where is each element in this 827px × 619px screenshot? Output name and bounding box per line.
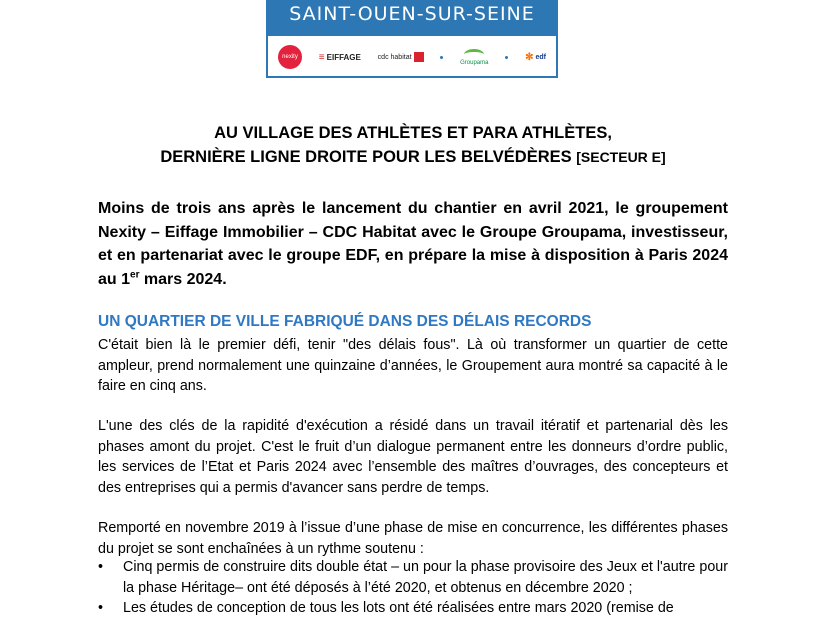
bullet-icon: • (98, 559, 104, 575)
paragraph-1: C'était bien là le premier défi, tenir "des délais fous". Là où transformer un quartier de cette ampleur, prend normalement une quinzaine d’années, le Groupement aura montré sa capacité à le faire en cinq ans. (98, 337, 728, 394)
groupama-logo: Groupama (460, 49, 488, 66)
eiffage-logo: ≡ EIFFAGE (318, 51, 361, 63)
eiffage-mark-icon: ≡ (318, 51, 325, 63)
nexity-logo: nexity (278, 45, 302, 69)
edf-star-icon: ✻ (525, 51, 534, 63)
banner-title-bar (268, 0, 556, 36)
paragraph-2: L'une des clés de la rapidité d'exécution a résidé dans un travail itératif et partenarial dès les phases amont du projet. C'est le fruit d’un dialogue permanent entre les donneurs d’ordre public, les services de l’Etat et Paris 2024 avec l’ensemble des maîtres d’ouvrages, des concepteurs et des entreprises qui a permis d'avancer sans perdre de temps. (98, 418, 728, 496)
partner-logos (268, 38, 556, 76)
section-heading: UN QUARTIER DE VILLE FABRIQUÉ DANS DES DÉLAIS RECORDS (98, 313, 592, 330)
document-title (98, 121, 728, 169)
title-line-2: DERNIÈRE LIGNE DROITE POUR LES BELVÉDÈRES [SECTEUR E] (160, 148, 666, 166)
intro-paragraph: Moins de trois ans après le lancement du chantier en avril 2021, le groupement Nexity – Eiffage Immobilier – CDC Habitat avec le Groupe Groupama, investisseur, et en partenariat avec le groupe EDF, en prépare la mise à disposition à Paris 2024 au 1er mars 2024. (98, 200, 728, 288)
title-line-1: AU VILLAGE DES ATHLÈTES ET PARA ATHLÈTES, (214, 124, 612, 142)
banner-title: SAINT-OUEN-SUR-SEINE (289, 3, 535, 25)
edf-logo: ✻ edf (525, 51, 546, 63)
separator-dot-icon (505, 56, 508, 59)
list-item: • Cinq permis de construire dits double état – un pour la phase provisoire des Jeux et l'autre pour la phase Héritage– ont été déposés à l’été 2020, et obtenus en décembre 2020 ; (98, 557, 728, 598)
cdc-habitat-logo: cdc habitat (378, 52, 424, 62)
groupama-arc-icon (464, 49, 484, 60)
separator-dot-icon (440, 56, 443, 59)
paragraph-3: Remporté en novembre 2019 à l’issue d’une phase de mise en concurrence, les différentes phases du projet se sont enchaînées à un rythme soutenu : (98, 520, 728, 557)
bullet-icon: • (98, 600, 104, 616)
list-item: • Les études de conception de tous les lots ont été réalisées entre mars 2020 (remise de (98, 598, 728, 619)
bullet-list (98, 557, 728, 619)
cdc-square-icon (414, 52, 424, 62)
header-banner (266, 0, 558, 78)
